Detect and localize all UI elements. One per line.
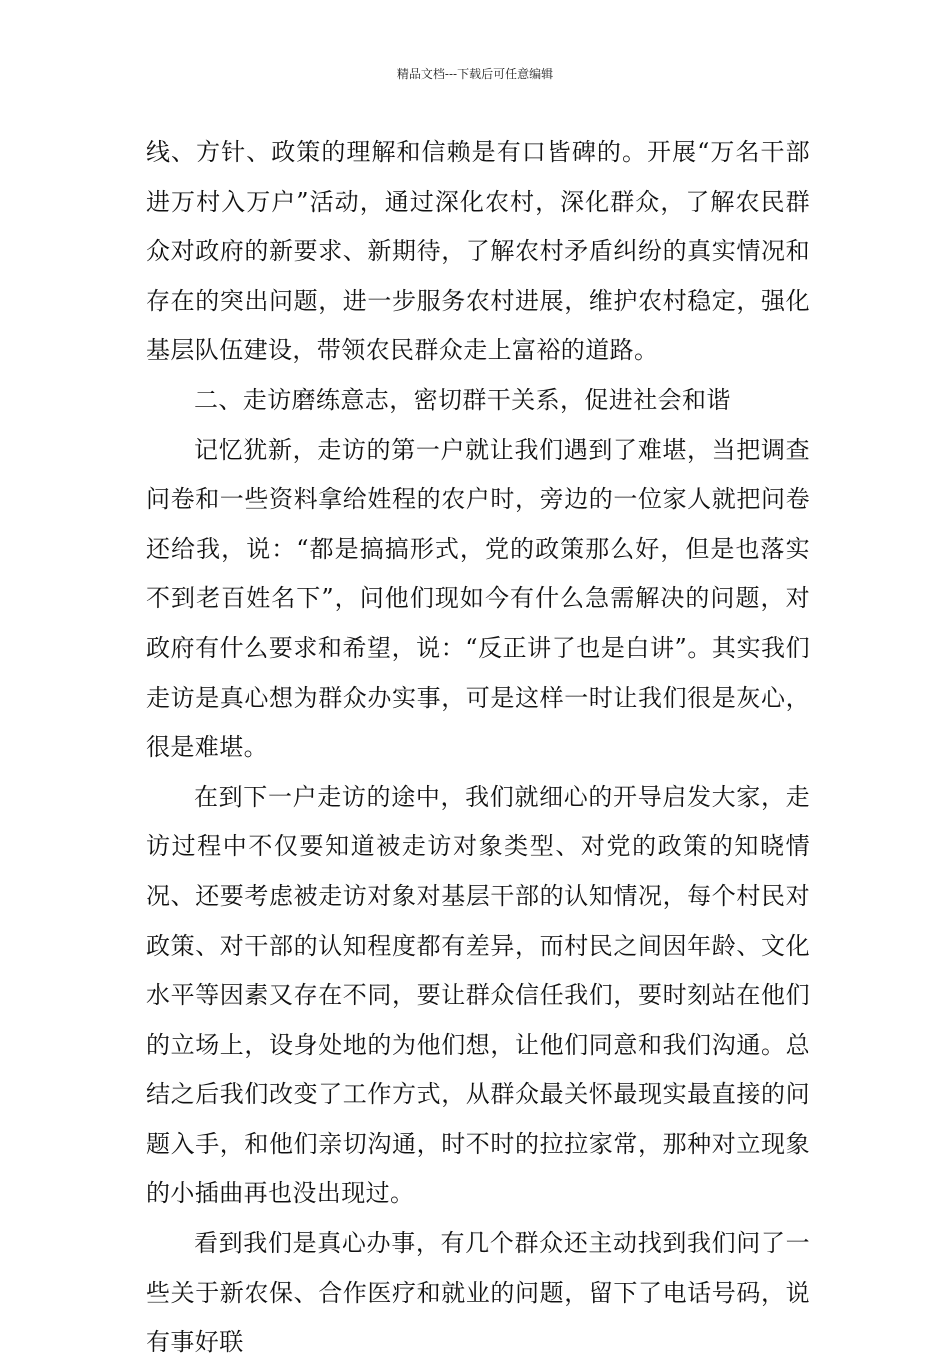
paragraph-1: 线、方针、政策的理解和信赖是有口皆碑的。开展“万名干部进万村入万户”活动，通过深化农村，深化群众，了解农民群众对政府的新要求、新期待，了解农村矛盾纠纷的真实情况和存在的突出问题，进一步服务农村进展，维护农村稳定，强化基层队伍建设，带领农民群众走上富裕的道路。 [146,138,810,365]
document-body [146,128,810,1368]
paragraph-3: 记忆犹新，走访的第一户就让我们遇到了难堪，当把调查问卷和一些资料拿给姓程的农户时，旁边的一位家人就把问卷还给我，说：“都是搞搞形式，党的政策那么好，但是也落实不到老百姓名下”，问他们现如今有什么急需解决的问题，对政府有什么要求和希望，说：“反正讲了也是白讲”。其实我们走访是真心想为群众办实事，可是这样一时让我们很是灰心，很是难堪。 [146,435,810,762]
paragraph-4: 在到下一户走访的途中，我们就细心的开导启发大家，走访过程中不仅要知道被走访对象类型、对党的政策的知晓情况、还要考虑被走访对象对基层干部的认知情况，每个村民对政策、对干部的认知程度都有差异，而村民之间因年龄、文化水平等因素又存在不同，要让群众信任我们，要时刻站在他们的立场上，设身处地的为他们想，让他们同意和我们沟通。总结之后我们改变了工作方式，从群众最关怀最现实最直接的问题入手，和他们亲切沟通，时不时的拉拉家常，那种对立现象的小插曲再也没出现过。 [146,782,810,1208]
page-header: 精品文档---下载后可任意编辑 [396,67,554,81]
section-heading: 二、走访磨练意志，密切群干关系，促进社会和谐 [194,385,731,414]
paragraph-5: 看到我们是真心办事，有几个群众还主动找到我们问了一些关于新农保、合作医疗和就业的问题，留下了电话号码，说有事好联 [146,1229,810,1357]
